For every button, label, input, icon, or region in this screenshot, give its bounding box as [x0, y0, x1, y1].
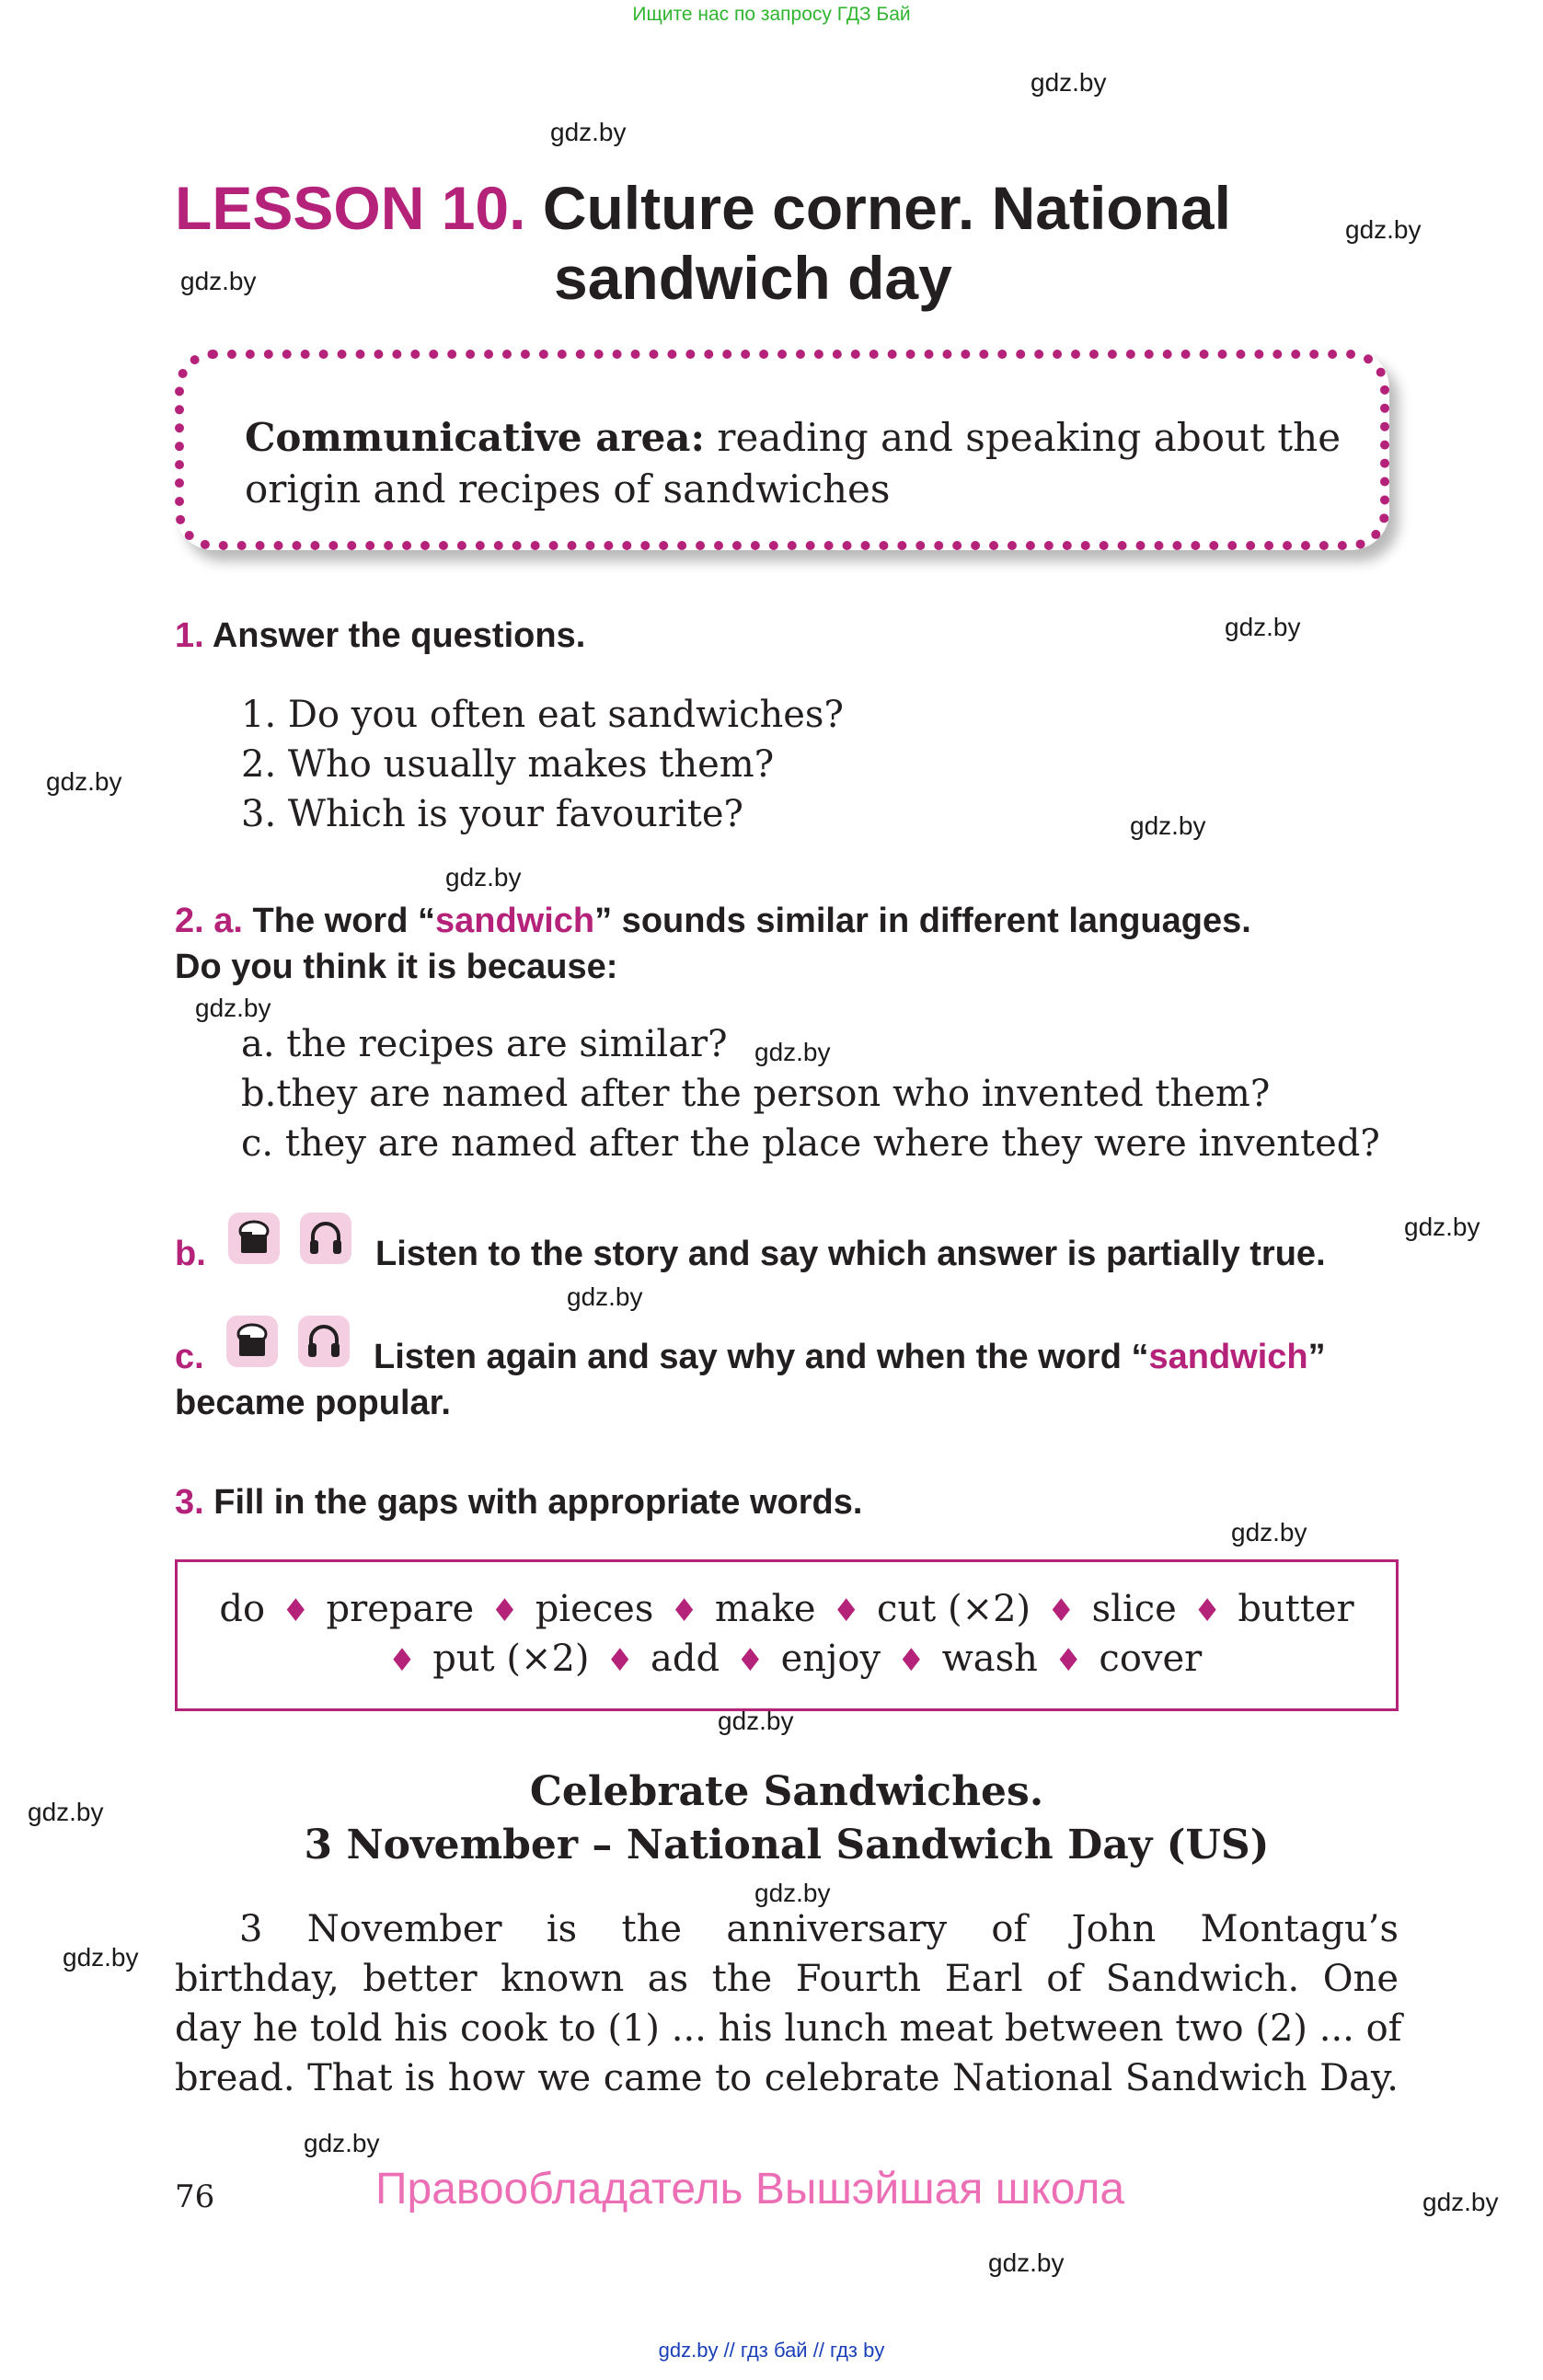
diamond-icon: ♦: [605, 1642, 635, 1679]
task-instruction: Listen again and say why and when the word “: [374, 1338, 1149, 1376]
watermark: gdz.by: [1345, 215, 1422, 244]
page-number: 76: [175, 2179, 215, 2215]
paragraph-line: day he told his cook to (1) ... his lunch meat between two (2) ... of: [175, 2007, 1402, 2050]
task-instruction-cont: ”: [1307, 1338, 1326, 1376]
task-instruction-cont: ” sounds similar in different languages.: [594, 902, 1251, 940]
watermark: gdz.by: [63, 1943, 139, 1972]
task-instruction: The word “: [252, 902, 435, 940]
word-bank-item: add: [651, 1638, 720, 1680]
watermark: gdz.by: [1404, 1213, 1480, 1241]
diamond-icon: ♦: [387, 1642, 417, 1679]
watermark: gdz.by: [195, 994, 271, 1022]
question-item: 1. Do you often eat sandwiches?: [241, 694, 844, 736]
watermark: gdz.by: [304, 2129, 380, 2157]
lesson-title: [175, 173, 1353, 313]
task-3-heading: [175, 1483, 862, 1523]
watermark: gdz.by: [1422, 2188, 1499, 2216]
headphones-icon: [298, 1316, 350, 1367]
watermark: gdz.by: [550, 118, 627, 146]
task-2b-instruction: Listen to the story and say which answer is partially true.: [375, 1235, 1326, 1273]
lesson-label: LESSON 10.: [175, 174, 526, 242]
word-bank-item: put (×2): [432, 1638, 590, 1680]
word-bank-item: prepare: [326, 1588, 475, 1630]
diamond-icon: ♦: [1054, 1642, 1083, 1679]
paragraph-line: bread. That is how we came to celebrate National Sandwich Day.: [175, 2057, 1399, 2099]
cd-folder-icon: [226, 1316, 278, 1367]
lesson-title-line2: sandwich day: [554, 244, 952, 312]
paragraph-line: birthday, better known as the Fourth Earl of Sandwich. One: [175, 1958, 1399, 2000]
watermark: gdz.by: [754, 1879, 831, 1907]
word-bank-item: cover: [1099, 1638, 1203, 1680]
word-bank-item: butter: [1238, 1588, 1354, 1630]
task-letter: c.: [175, 1338, 204, 1376]
bottom-links[interactable]: gdz.by // гдз бай // гдз by: [658, 2339, 885, 2362]
watermark: gdz.by: [46, 767, 122, 796]
watermark: gdz.by: [988, 2248, 1065, 2277]
watermark: gdz.by: [1031, 68, 1107, 97]
option-item: c. they are named after the place where they were invented?: [241, 1122, 1380, 1165]
watermark: gdz.by: [28, 1798, 104, 1826]
communicative-area-box: [175, 350, 1389, 550]
diamond-icon: ♦: [490, 1592, 519, 1629]
word-bank-item: enjoy: [780, 1638, 881, 1680]
watermark: gdz.by: [718, 1707, 794, 1735]
watermark: gdz.by: [567, 1282, 643, 1311]
question-item: 3. Which is your favourite?: [241, 793, 743, 835]
text-title: Celebrate Sandwiches.: [529, 1768, 1044, 1815]
watermark: gdz.by: [445, 863, 522, 891]
diamond-icon: ♦: [670, 1592, 698, 1629]
lesson-title-line1: Culture corner. National: [542, 174, 1231, 242]
task-instruction: Answer the questions.: [212, 616, 586, 655]
word-bank-item: do: [219, 1588, 266, 1630]
word-bank-row-2: [178, 1638, 1396, 1680]
word-bank-item: wash: [941, 1638, 1038, 1680]
option-item: b.they are named after the person who invented them?: [241, 1073, 1271, 1115]
word-bank-item: slice: [1091, 1588, 1177, 1630]
paragraph-line: 3 November is the anniversary of John Montagu’s: [239, 1908, 1399, 1950]
watermark: gdz.by: [1130, 811, 1206, 840]
highlight-word: sandwich: [434, 902, 595, 940]
watermark: gdz.by: [180, 267, 257, 295]
word-bank-item: cut (×2): [877, 1588, 1031, 1630]
diamond-icon: ♦: [736, 1642, 765, 1679]
task-2c-instruction-line2: became popular.: [175, 1384, 451, 1422]
word-bank-item: make: [714, 1588, 816, 1630]
communicative-area-desc-2: origin and recipes of sandwiches: [245, 466, 891, 512]
watermark: gdz.by: [754, 1038, 831, 1066]
communicative-area-desc: reading and speaking about the: [717, 415, 1341, 460]
option-item: a. the recipes are similar?: [241, 1023, 728, 1065]
watermark: gdz.by: [1225, 613, 1301, 641]
text-subtitle: 3 November – National Sandwich Day (US): [304, 1822, 1270, 1868]
word-bank-row-1: [178, 1588, 1396, 1630]
task-2a-heading-line2: Do you think it is because:: [175, 948, 618, 986]
task-2c-letter: [175, 1338, 204, 1377]
text-paragraph: [175, 1904, 1402, 2103]
cd-folder-icon: [228, 1213, 280, 1264]
diamond-icon: ♦: [832, 1592, 861, 1629]
headphones-icon: [300, 1213, 351, 1264]
word-bank: [175, 1559, 1399, 1711]
question-item: 2. Who usually makes them?: [241, 743, 775, 786]
diamond-icon: ♦: [282, 1592, 310, 1629]
word-bank-item: pieces: [535, 1588, 654, 1630]
task-2b-letter: [175, 1235, 206, 1274]
highlight-word: sandwich: [1148, 1338, 1308, 1376]
task-1-heading: [175, 616, 585, 656]
task-2a-heading: [175, 902, 1399, 941]
watermark: gdz.by: [1231, 1518, 1307, 1546]
diamond-icon: ♦: [897, 1642, 926, 1679]
top-banner[interactable]: Ищите нас по запросу ГДЗ Бай: [632, 4, 911, 25]
diamond-icon: ♦: [1047, 1592, 1076, 1629]
task-number: 1.: [175, 616, 204, 655]
diamond-icon: ♦: [1192, 1592, 1222, 1629]
task-letter: b.: [175, 1235, 206, 1273]
task-instruction: Fill in the gaps with appropriate words.: [213, 1483, 863, 1522]
task-2c-instruction: [374, 1338, 1326, 1377]
task-number: 2. a.: [175, 902, 243, 940]
communicative-area-label: Communicative area:: [245, 415, 706, 460]
communicative-area-text: [245, 412, 1349, 515]
copyright-notice: Правообладатель Вышэйшая школа: [375, 2165, 1125, 2213]
task-number: 3.: [175, 1483, 204, 1522]
